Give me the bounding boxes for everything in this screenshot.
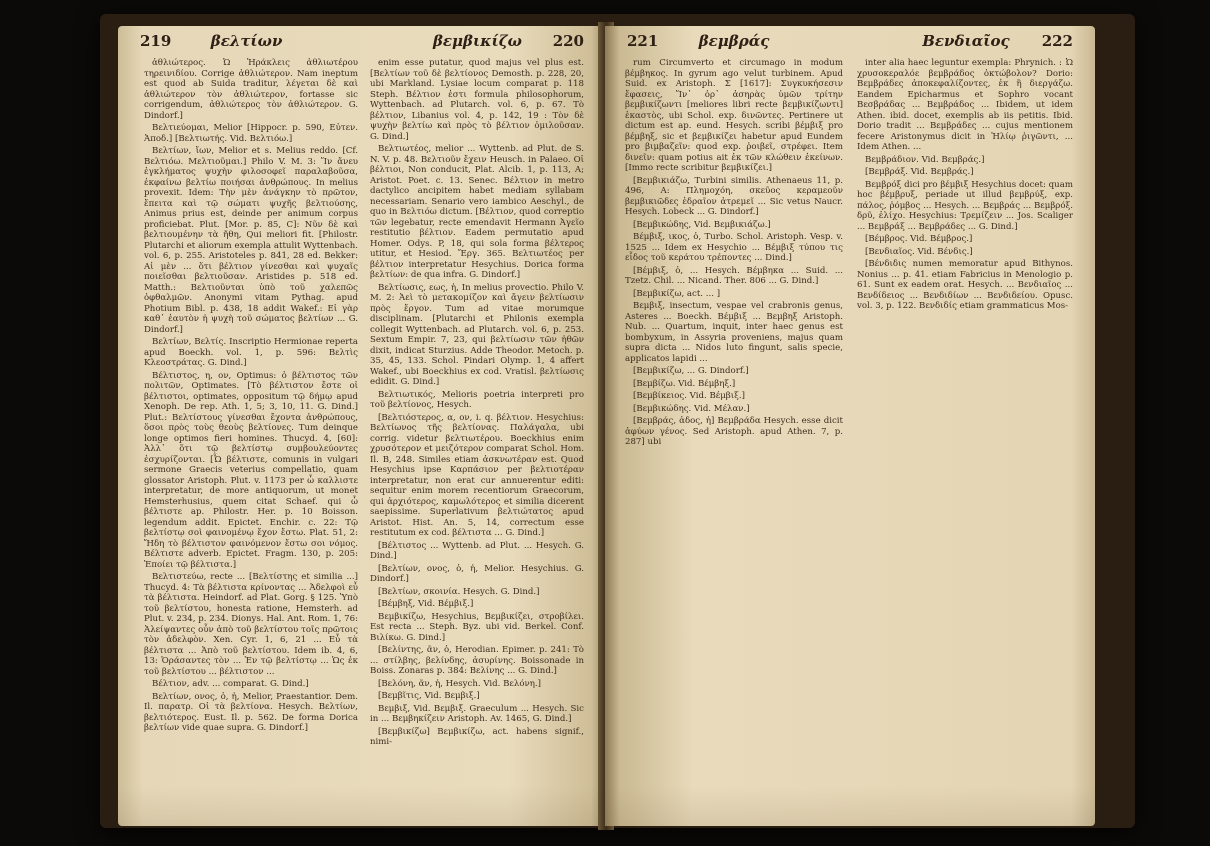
page-number-220: 220 — [552, 32, 584, 50]
entry-paragraph: [Βελόνη, ᾶν, ἡ, Hesych. Vid. Βελόνη.] — [378, 678, 541, 689]
entry-paragraph: [Βέλτιστος ... Wyttenb. ad Plut. ... Hesych. G. Dind.] — [370, 540, 584, 561]
entry-paragraph: enim esse putatur, quod majus vel plus est. [Βελτίων τοῦ δὲ βελτίονος Demosth. p. 228, 20, ubi Markland. Lysiae locum comparat p. 118 Steph. Βέλτιον ἐστι formula philosophorum, Wyttenbach. ad Plutarch. vol. 6, p. 67. Τὸ βέλτιον, Libanius vol. 4, p. 142, 19 : Τὸν δὲ ψυχὴν βελτίω καὶ πρὸς τὸ βέλτιον ὁμιλοῦσαν. G. Dind.] — [370, 58, 584, 142]
left-page — [118, 26, 606, 826]
entry-paragraph: [Βεμβίζω. Vid. Βέμβηξ.] — [633, 378, 736, 389]
page-number-222: 222 — [1041, 32, 1073, 50]
entry-paragraph: [Βελίντης, ᾶν, ὁ, Herodian. Epimer. p. 241: Τὸ ... στίλβης, βελίνδης, ἀσυρίνης. Boissonade in Boiss. Zonaras p. 384: Βελίνης ... G. Dind.] — [370, 645, 584, 676]
page-shade — [605, 786, 1095, 826]
entry-paragraph: Βέλτιον, adv. ... comparat. G. Dind.] — [152, 679, 309, 689]
entry-paragraph: [Βελτίων, ονος, ὁ, ἡ, Melior. Hesychius. G. Dindorf.] — [370, 563, 584, 584]
right-page-header — [627, 32, 1073, 58]
entry-paragraph: Βελτιωτέος, melior ... Wyttenb. ad Plut. de S. N. V. p. 48. Βελτιοῦν ἔχειν Heusch. in Palaeo. Οἱ βέλτιοι, Non conducit, Plat. Alcib. 1, p. 113, A; Aristot. Poet. c. 13. Senec. Βέλτιον in metro dactylico ancipitem habet mediam syllabam necessariam. Senario vero iambico Aeschyl., de quo in Βελτιόω dictum. [Βέλτιον, quod correptio τῶν legebatur, recte emendavit Hermann Ἀγεῖο restitutio βέλτιον. Eadem permutatio apud Homer. Odys. P, 18, qui sola forma βέλτερος utitur, et Hesiod. Ἔργ. 365. Βελτιωτέος per βέλτιον interpretatur Hesychius. Dorica forma βελτίων: de qua infra. G. Dindorf.] — [370, 144, 584, 280]
page-shade — [118, 786, 606, 826]
left-page-column-2 — [370, 58, 584, 818]
running-head-right: Βενδιαῖος — [922, 32, 1010, 50]
entry-paragraph: [Βεμβικίζω, act. ... ] — [633, 288, 721, 299]
entry-paragraph: [Βέμβηξ, Vid. Βέμβιξ.] — [378, 599, 474, 609]
left-page-header — [140, 32, 584, 58]
entry-paragraph: [Βεμβικίζω] Βεμβικίζω, act. habens signif., nimi- — [370, 726, 584, 747]
entry-paragraph: Βελτίων, ονος, ὁ, ἡ, Melior, Praestantior. Dem. Il. παρατρ. Οἱ τὰ βελτίονα. Hesych. Βελτίων, βελτιότερος. Eust. Il. p. 562. De forma Dorica βελτίων vide quae supra. G. Dindorf.] — [144, 691, 358, 733]
entry-paragraph: [Βεμβικίζω, ... G. Dindorf.] — [633, 366, 749, 376]
entry-paragraph: rum Circumverto et circumago in modum βέμβηκος. In gyrum ago velut turbinem. Apud Suid. ex Aristoph. Σ [1617]: Συγκυκήσεσιν ἔφασεις, Ἵν᾽ ὁρ᾽ ἀσηρὰς ὑμῶν τρίτην βεμβικίζωντι [meliores libri recte βεμβικίζωντι] ἑκαστὸς, ubi Schol. exp. δινῶντες. Pertinere ut dictum est ap. eund. Hesych. scribi βέμβιξ pro βέμβηξ, sic et βεμβικίζει habetur apud Eundem pro βιμβαζεῖν: quod exp. ῥοιβεῖ, στρέφει. Item δινεῖν: quam potius ait ἐκ τῶν κλώθειν ἐκείνων. [Immo recte scribitur βεμβικίζει.] — [625, 58, 843, 173]
right-page-column-1 — [625, 58, 843, 818]
entry-paragraph: [Βεμβῖτις, Vid. Βεμβιξ.] — [378, 691, 480, 701]
running-head-left: βελτίων — [210, 32, 283, 50]
left-page-column-1 — [144, 58, 358, 818]
entry-paragraph: Βεμβράδιον. Vid. Βεμβράς.] — [865, 154, 985, 165]
running-head-right: βεμβικίζω — [432, 32, 522, 50]
entry-paragraph: [Βεμβικώδης. Vid. Μέλαν.] — [633, 403, 750, 414]
entry-paragraph: [Βεμβίκειος. Vid. Βέμβιξ.] — [633, 391, 745, 401]
right-page — [605, 26, 1095, 826]
entry-paragraph: Βεμβικίζω, Hesychius, Βεμβικίζει, στροβίλει. Est recta ... Steph. Byz. ubi vid. Berkel. Conf. Βιλίκω. G. Dind.] — [370, 611, 584, 643]
entry-paragraph: Βελτίωσις, εως, ἡ, In melius provectio. Philo V. M. 2: Ἀεὶ τὸ μετακομίζον καὶ ἄγειν βελτίωσιν πρὸς ἔργον. Tum ad vitae morumque disciplinam. [Plutarchi et Philonis exempla collegit Wyttenbach. ad Plutarch. vol. 6, p. 253. Sextum Empir. 7, 23, qui βελτίωσιν τῶν ἠθῶν dixit, indicat Sturzius. Adde Theodor. Metoch. p. 35, 45, 133. Schol. Pindari Olymp. 1, 4 affert Wakef., ubi Boeckhius ex cod. Vratisl. βελτίωσις edidit. G. Dind.] — [370, 282, 584, 387]
entry-paragraph: Βελτιστεύω, recte ... [Βελτίστης et similia ...] Thucyd. 4: Τὰ βέλτιστα κρίνοντας ... Ἀδελφοὶ εὖ τὰ βέλτιστα. Heindorf. ad Plat. Gorg. § 125. Ὑπὸ τοῦ βελτίστου, honesta ratione, Hemsterh. ad Plut. v. 234, p. 234. Dionys. Hal. Ant. Rom. 1, 76: Ἀλείψαντες οὖν ἀπὸ τοῦ βελτίστου τοῖς πρῶτοις τὸν ἀδελφὸν. Xen. Cyr. 1, 6, 21 ... Εὖ τὰ βέλτιστα ... Ἀπὸ τοῦ βελτίστου. Idem ib. 4, 6, 13: Ὁράσαντες τὸν ... Ἐν τῷ βελτίστῳ ... Ὡς ἐκ τοῦ βελτίστου ... βέλτιστον ... — [144, 572, 358, 677]
entry-paragraph: [Βεμβικιάζω, Turbini similis. Athenaeus 11, p. 496, A: Πλημοχόη, σκεῦος κεραμεοῦν βεμβικιῶδες ἑδραῖον ἀτρεμεῖ ... Sic vetus Naucr. Hesych. Lobeck ... G. Dindorf.] — [625, 175, 843, 217]
entry-paragraph: Βεμβρόξ dici pro βέμβιξ Hesychius docet: quam hoc βέμβρυξ, periade ut illud βεμβρύξ, exp. πάλος, ῥόμβος ... Hesych. ... Βεμβράς ... Βεμβρόξ. δρῦ, ἐλίχο. Hesychius: Τρεμίζειν ... Jos. Scaliger ... Βεμβράξ ... Βεμβράδες ... G. Dind.] — [857, 179, 1073, 232]
entry-paragraph: Βέλτιστος, η, ον, Optimus: ὁ βέλτιστος τῶν πολιτῶν, Optimates. [Τὸ βέλτιστον ἔστε οἱ βέλτιστοι, optimates, oppositum τῷ δήμῳ apud Xenoph. De rep. Ath. 1, 5; 3, 10, 11. G. Dind.] Plut.: Βελτίστους γίνεσθαι ἔχοντα ἀνθρώπους, ὅσοι πρὸς τοὺς θεοὺς βελτίονες. Tum deinque longe optimos fieri homines. Thucyd. 4, [60]: Ἀλλ᾽ ὅτι τῷ βελτίστῳ συμβουλεύοντες ἐσχυρίζονται. [Ὦ βέλτιστε, comunis in vulgari sermone Graecis veterius compellatio, quam glossator Aristoph. Plut. v. 1173 per ὦ καλλιστε interpretatur, de more antiquorum, ut monet Hemsterhusius, quem citat Schaef. qui ὦ βέλτιστε ap. Philostr. Her. p. 10 Boisson. legendum addit. Epictet. Enchir. c. 22: Τῷ βελτίστῳ σοὶ φαινομένῳ ἔχον ἔστω. Plat. 51, 2: Ἤδη τὸ βέλτιστον φαινόμενον ἔστω σοι νόμος. Βέλτιστε adverb. Epictet. Fragm. 130, p. 205: Ἐποίει τῷ βέλτιστα.] — [144, 370, 358, 570]
page-number-219: 219 — [140, 32, 172, 50]
entry-paragraph: [Βένδιδις numen memoratur apud Bithynos. Nonius ... p. 41. etiam Fabricius in Menologio p. 61. Sunt ex eadem orat. Hesych. ... Βενδιαῖος ... Βενδίδειος ... Βενδιδίων ... Βενδιδείου. Opusc. vol. 3, p. 122. Βενδιδίς etiam grammaticus Mos- — [857, 259, 1073, 311]
page-number-221: 221 — [627, 32, 659, 50]
entry-paragraph: [Βελτίων, σκοινία. Hesych. G. Dind.] — [378, 586, 540, 597]
entry-paragraph: Βελτίων, ἴων, Melior et s. Melius reddo. [Cf. Βελτιόω. Μελτιοῦμαι.] Philo V. M. 3: Ἵν ἄνευ ἐγκλήματος ψυχὴν φιλοσοφεῖ παραλαβοῦσα, ἐκφαίνω βελτίω ποιήσαι ἀνθρώπους. In melius provexit. Idem: Τὴν μὲν ἀνάγκην τὸ πρῶτον, ἔπειτα καὶ τῷ σώματι ψυχῆς βελτιούσης, Animus prius est, deinde per animum corpus proficiebat. Plut. [Mor. p. 85, C]: Νῦν δὲ καὶ βελτιουμένην τὰ ἤθη, Qui meliori fit. [Philostr. Plutarchi et aliorum exempla attulit Wyttenbach. vol. 6, p. 255. Aristoteles p. 841, 28 ed. Bekker: Αἱ μὲν ... ὅτι βέλτιον γίνεσθαι καὶ ψυχαῖς ποιεῖσθαι βελτιοῦσαν. Aristides p. 518 ed. Matth.: Βελτιοῦνται ὑπὸ τοῦ χαλεπῶς ὀφθαλμῶν. Anonymi vitam Pythag. apud Photium Bibl. p. 438, 18 addit Wakef.: Εἰ γὰρ καθ᾽ ἑαυτὸν ἡ ψυχὴ τοῦ σώματος βελτίων ... G. Dindorf.] — [144, 146, 358, 335]
entry-paragraph: [Βεμβράξ. Vid. Βεμβράς.] — [865, 167, 974, 177]
entry-paragraph: [Βεμβικώδης, Vid. Βεμβικιάζω.] — [633, 219, 771, 230]
entry-paragraph: [Βενδιαῖος. Vid. Βένδις.] — [865, 246, 973, 257]
entry-paragraph: inter alia haec leguntur exempla: Phrynich. : Ὦ χρυσοκεραλόε βεμβράδος ὀκτώβολον? Dorio: Βεμβράδες ἀποκεφαλίζοντες, ἐκ ἢ διεργάζω. Eandem Epicharmus et Sophro vocant Βεσβράδας ... Βεμβράδος ... Ibidem, ut idem Athen. ibid. docet, exemplis ab iis petitis. Ibid. Dorio tradit ... Βεμβράδες ... cujus mentionem fecere Aristonymus dicit in Ἡλίῳ ῥιγῶντι, ... Idem Athen. ... — [857, 58, 1073, 152]
entry-paragraph: ἀθλιώτερος. Ὦ Ἡράκλεις ἀθλιωτέρου τηρεινιδίου. Corrige ἀθλιώτερον. Nam ineptum est quod ab Suida traditur, λέγεται δὲ καὶ ἀθλιώτερον τὸν ἀθλιώτερον, fortasse sic corrigendum, ἀθλιώτερος τὸν ἀθλιώτερον. G. Dindorf.] — [144, 58, 358, 121]
running-head-left: βεμβράς — [698, 32, 770, 50]
entry-paragraph: Βελτιεύομαι, Melior [Hippocr. p. 590, Εὐτεν. Ἀποδ.] [Βελτιωτής. Vid. Βελτιόω.] — [144, 123, 358, 144]
entry-paragraph: Βελτίων, Βελτίς. Inscriptio Hermionae reperta apud Boeckh. vol. 1, p. 596: Βελτὶς Κλεοστράτας. G. Dind.] — [144, 337, 358, 368]
right-page-column-2 — [857, 58, 1073, 818]
entry-paragraph: Βεμβιξ, insectum, vespae vel crabronis genus, Asteres ... Boeckh. Βέμβιξ ... Βεμβηξ Aristoph. Nub. ... Quartum, inquit, inter haec genus est bombyxum, in Assyria proveniens, majus quam supra dicta ... Nidos luto fingunt, salis specie, applicatos lapidi ... — [625, 301, 843, 364]
entry-paragraph: [Βέμβιξ, ὁ, ... Hesych. Βέμβηκα ... Suid. ... Tzetz. Chil. ... Nicand. Ther. 806 ... G. Dind.] — [625, 265, 843, 286]
entry-paragraph: [Βελτιόστερος, α, ον, i. q. βέλτιον. Hesychius: Βελτίωνος τῆς βελτίονας. Παλάγαλα, ubi corrig. videtur βελτιωτέρου. Boeckhius enim χρυσότερον et μειζότερον comparat Schol. Hom. Il. Β, 248. Similes etiam ἀσκνωτέραν est. Quod Hesychius ipse Καρπάσιον per βελτιοτέραν interpretatur, non erat cur annuerentur editi: sequitur enim morem recentiorum Graecorum, qui ἀρχιότερος, καμωλότερος et similia dicerent saepissime. Superlativum βελτιώτατος apud Aristot. Hist. An. 5, 14, correctum esse restitutum ex cod. βέλτιστα ... G. Dind.] — [370, 412, 584, 538]
entry-paragraph: Βελτιωτικός, Melioris poetria interpreti pro τοῦ βελτίονος, Hesych. — [370, 389, 584, 410]
entry-paragraph: Βεμβιξ, Vid. Βεμβιξ. Graeculum ... Hesych. Sic in ... Βεμβηκίζειν Aristoph. Av. 1465, G. Dind.] — [370, 703, 584, 724]
entry-paragraph: [Βέμβρος. Vid. Βέμβρος.] — [865, 234, 973, 244]
entry-paragraph: [Βεμβράς, ἀδος, ἡ] Βεμβράδα Hesych. esse dicit ἀφύων γένος. Sed Aristoph. apud Athen. 7, p. 287] ubi — [625, 416, 843, 447]
entry-paragraph: Βέμβιξ, ικος, ὁ, Turbo. Schol. Aristoph. Vesp. v. 1525 ... Idem ex Hesychio ... Βέμβιξ τύπου τις εἶδος τοῦ κεράτου τρέποντες ... Dind.] — [625, 232, 843, 263]
